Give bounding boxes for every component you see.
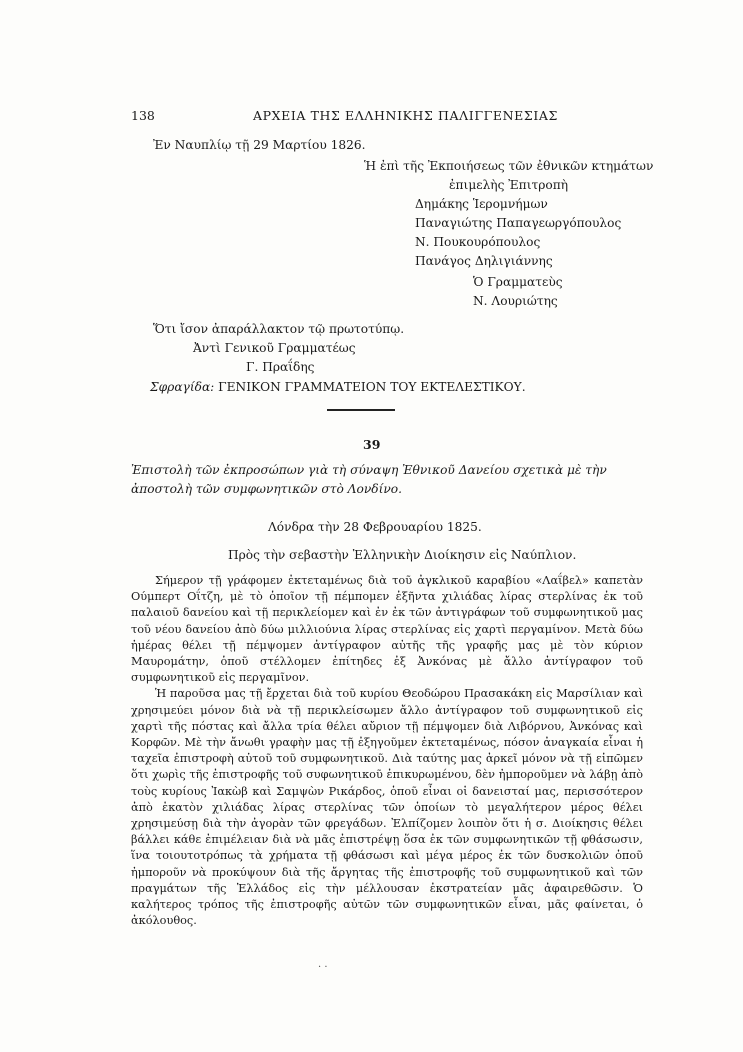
section-divider [327, 409, 395, 411]
committee-member: Παναγιώτης Παπαγεωργόπουλος [415, 216, 622, 230]
letter-body [131, 573, 643, 929]
page-number: 138 [131, 108, 155, 123]
deputy-name: Γ. Πραΐδης [246, 360, 315, 374]
committee-line-2: ἐπιμελὴς Ἐπιτροπὴ [449, 178, 569, 192]
committee-member: Ν. Πουκουρόπουλος [415, 235, 541, 249]
deputy-title: Ἀντὶ Γενικοῦ Γραμματέως [193, 341, 356, 355]
seal-label: Σφραγίδα: [150, 380, 215, 394]
secretary-title: Ὁ Γραμματεὺς [473, 275, 563, 289]
seal-line [150, 378, 526, 397]
document-title: Ἐπιστολὴ τῶν ἐκπροσώπων γιὰ τὴ σύναψη Ἐθνικοῦ Δανείου σχετικὰ μὲ τὴν ἀποστολὴ τῶν συμφωνητικῶν στὸ Λονδίνο. [131, 463, 607, 496]
letter-place-date: Λόνδρα τὴν 28 Φεβρουαρίου 1825. [268, 520, 482, 534]
body-paragraph: Σήμερον τῇ γράφομεν ἐκτεταμένως διὰ τοῦ ἀγκλικοῦ καραβίου «Λαΐβελ» καπετὰν Ούμπερτ Οΐτζη, μὲ τὸ ὁποῖον τῇ πέμπομεν ἐξῆντα χιλιάδας λίρας στερλίνας ἐκ τοῦ παλαιοῦ δανείου καὶ τῇ περικλείομεν καὶ ἐν ἐκ τῶν ἀντιγράφων τοῦ συμφωνητικοῦ μας τοῦ νέου δανείου ἀπὸ δύω μιλλιούνια λίρας στερλίνας εἰς χαρτὶ περγαμίνον. Μετὰ δύω ἡμέρας θέλει τῇ πέμψομεν ἀντίγραφον αὐτῆς τῆς γραφῆς μας μὲ τὸν κύριον Μαυρομάτην, ὁποῦ στέλλομεν ἐπίτηδες ἐξ Ἀνκόνας μὲ ἄλλο ἀντίγραφον τοῦ συμφωνητικοῦ εἰς περγαμῖνον. [131, 574, 643, 685]
footer-marks: · · [318, 962, 328, 973]
seal-text: ΓΕΝΙΚΟΝ ΓΡΑΜΜΑΤΕΙΟΝ ΤΟΥ ΕΚΤΕΛΕΣΤΙΚΟΥ. [218, 380, 526, 394]
secretary-name: Ν. Λουριώτης [473, 294, 558, 308]
committee-line-1: Ἡ ἐπὶ τῆς Ἐκποιήσεως τῶν ἐθνικῶν κτημάτων [364, 159, 654, 173]
document-number: 39 [363, 437, 381, 452]
body-paragraph: Ἡ παροῦσα μας τῇ ἔρχεται διὰ τοῦ κυρίου Θεοδώρου Πρασακάκη εἰς Μαρσίλιαν καὶ χρησιμεύει μόνον διὰ νὰ τῇ περικλείσωμεν ἄλλο ἀντίγραφον τοῦ συμφωνητικοῦ εἰς χαρτὶ τῆς πόστας καὶ ἄλλα τρία θέλει αὔριον τῇ πέμψομεν διὰ Λιβόρνου, Ἀνκόνας καὶ Κορφῶν. Μὲ τὴν ἄνωθι γραφὴν μας τῇ ἐξηγοῦμεν ἐκτεταμένως, πόσον ἀναγκαία εἶναι ἡ ταχεῖα ἐπιστροφὴ αὐτοῦ τοῦ συμφωνητικοῦ. Διὰ ταύτης μας ἀρκεῖ μόνον νὰ τῇ εἰπῶμεν ὅτι χωρὶς τῆς ἐπιστροφῆς τοῦ συφωνητικοῦ ἐπικυρωμένου, δὲν ἠμποροῦμεν νὰ λάβῃ ἀπὸ τοὺς κυρίους Ἰακὼβ καὶ Σαμψὼν Ρικάρδος, ὁποῦ εἶναι οἱ δανεισταί μας, περισσότερον ἀπὸ ἑκατὸν χιλιάδας λίρας στερλίνας τῶν ὁποίων τὸ μεγαλήτερον μέρος θέλει χρησιμεύσῃ διὰ τὴν ἀγορὰν τῶν φρεγάδων. Ἐλπίζομεν λοιπὸν ὅτι ἡ σ. Διοίκησις θέλει βάλλει κάθε ἐπιμέλειαν διὰ νὰ μᾶς ἐπιστρέψῃ ὅσα ἐκ τῶν συμφωνητικῶν τῇ φθάσωσιν, ἵνα τοιουτοτρόπως τὰ χρήματα τῇ φθάσωσι καὶ μέγα μέρος ἐκ τῶν δυσκολιῶν ὁποῦ ἠμποροῦν νὰ προκύψουν διὰ τῆς ἄργητας τῆς ἐπιστροφῆς τοῦ συμφωνητικοῦ καὶ τῶν πραγμάτων τῆς Ἑλλάδος εἰς τὴν μέλλουσαν ἐκστρατείαν μᾶς ἀφαιρεθῶσιν. Ὁ καλήτερος τρόπος τῆς ἐπιστροφῆς αὐτῶν τῶν συμφωνητικῶν εἶναι, μᾶς φαίνεται, ὁ ἀκόλουθος. [131, 687, 643, 928]
running-title: ΑΡΧΕΙΑ ΤΗΣ ΕΛΛΗΝΙΚΗΣ ΠΑΛΙΓΓΕΝΕΣΙΑΣ [253, 108, 558, 123]
copy-certification: Ὅτι ἴσον ἀπαράλλακτον τῷ πρωτοτύπῳ. [153, 322, 405, 336]
committee-member: Δημάκης Ἱερομνήμων [415, 197, 548, 211]
prev-place-date: Ἐν Ναυπλίῳ τῇ 29 Μαρτίου 1826. [153, 138, 366, 152]
committee-member: Πανάγος Δηλιγιάννης [415, 254, 553, 268]
letter-addressee: Πρὸς τὴν σεβαστὴν Ἑλληνικὴν Διοίκησιν εἰς Ναύπλιον. [228, 548, 577, 562]
